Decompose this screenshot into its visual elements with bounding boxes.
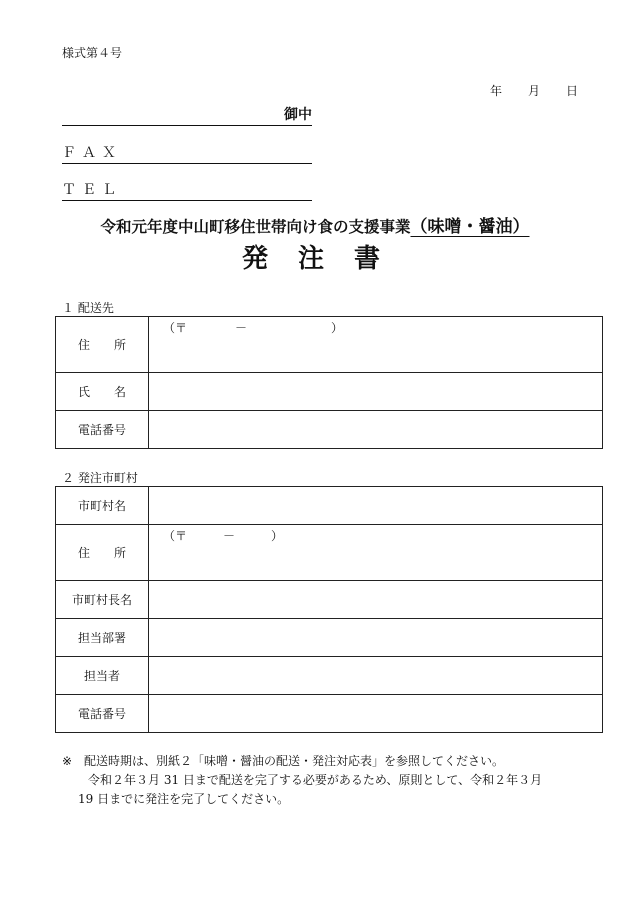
date-month: 月 [528, 84, 541, 98]
fax-label: ＦＡＸ [62, 145, 122, 161]
order-heading: 発注書 [241, 244, 410, 274]
delivery-note [62, 752, 602, 809]
table-row [56, 487, 603, 525]
delivery-name-input[interactable] [149, 373, 603, 411]
date-year: 年 [490, 84, 503, 98]
zip-placeholder: （〒 － ） [163, 321, 344, 335]
row-label: 市町村長名 [56, 581, 149, 619]
row-label: 電話番号 [56, 695, 149, 733]
tel-label: ＴＥＬ [62, 182, 122, 198]
table-row [56, 317, 603, 373]
section1-title: １ 配送先 [62, 301, 114, 315]
note-line-2: 令和２年３月 31 日まで配送を完了する必要があるため、原則として、令和２年３月 [88, 773, 543, 787]
municipality-address-input[interactable] [149, 525, 603, 581]
note-line-1 [62, 752, 602, 771]
table-row [56, 411, 603, 449]
delivery-address-input[interactable] [149, 317, 603, 373]
date-day: 日 [566, 84, 579, 98]
municipality-name-input[interactable] [149, 487, 603, 525]
section2-title: ２ 発注市町村 [62, 471, 138, 485]
note-mark: ※ [62, 754, 73, 768]
delivery-table [55, 316, 603, 449]
recipient-field[interactable] [62, 105, 312, 126]
delivery-phone-input[interactable] [149, 411, 603, 449]
table-row [56, 619, 603, 657]
row-label: 市町村名 [56, 487, 149, 525]
document-title [0, 212, 630, 237]
recipient-suffix: 御中 [284, 107, 312, 123]
fax-field[interactable] [62, 143, 312, 164]
row-label: 住 所 [56, 525, 149, 581]
row-label: 氏 名 [56, 373, 149, 411]
table-row [56, 581, 603, 619]
title-product-text: （味噌・醤油） [410, 217, 530, 237]
row-label: 担当者 [56, 657, 149, 695]
tel-field[interactable] [62, 180, 312, 201]
contact-person-input[interactable] [149, 657, 603, 695]
mayor-name-input[interactable] [149, 581, 603, 619]
table-row [56, 373, 603, 411]
table-row [56, 525, 603, 581]
zip-placeholder: （〒 － ） [163, 529, 284, 543]
row-label: 電話番号 [56, 411, 149, 449]
table-row [56, 657, 603, 695]
form-number: 様式第４号 [62, 46, 123, 60]
row-label: 住 所 [56, 317, 149, 373]
note-text-1: 配送時期は、別紙２「味噌・醤油の配送・発注対応表」を参照してください。 [84, 754, 505, 768]
note-line-3: 19 日までに発注を完了してください。 [78, 792, 290, 806]
table-row [56, 695, 603, 733]
municipality-table [55, 486, 603, 733]
title-product [411, 218, 530, 236]
municipality-phone-input[interactable] [149, 695, 603, 733]
date-field[interactable] [490, 82, 578, 99]
title-main: 令和元年度中山町移住世帯向け食の支援事業 [100, 218, 411, 236]
department-input[interactable] [149, 619, 603, 657]
row-label: 担当部署 [56, 619, 149, 657]
